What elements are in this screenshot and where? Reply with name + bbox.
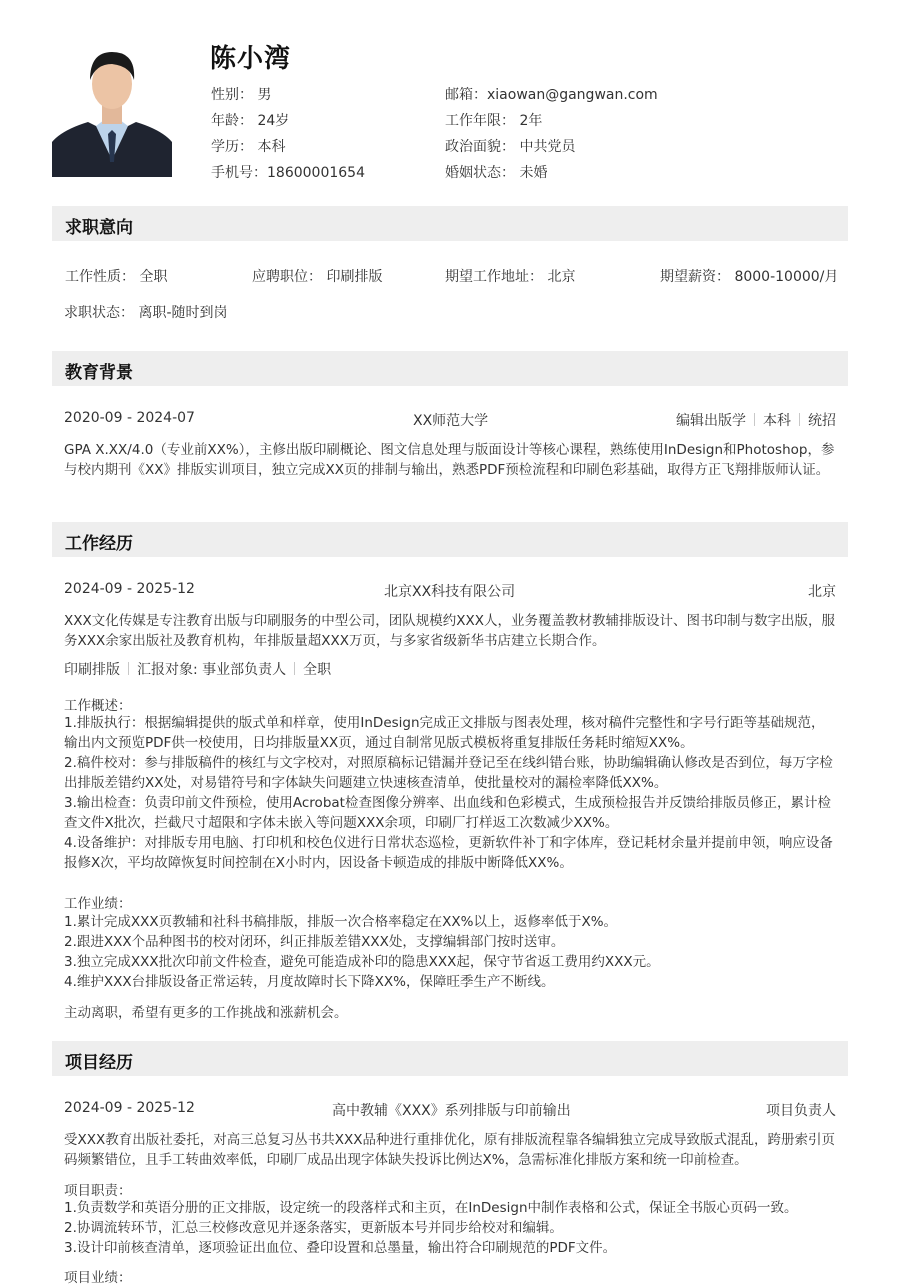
- edu-description: GPA X.XX/4.0（专业前XX%），主修出版印刷概论、图文信息处理与版面设计等核心课程，熟练使用InDesign和Photoshop，参与校内期刊《XX》排版实训项目，独立完成XX页的排制与输出，熟悉PDF预检流程和印刷色彩基础，取得方正飞翔排版师认证。: [64, 442, 835, 478]
- project-date: 2024-09 - 2025-12: [64, 1100, 195, 1116]
- divider: [754, 413, 755, 426]
- work-row: [64, 581, 836, 601]
- list-item: 3.输出检查：负责印前文件预检，使用Acrobat检查图像分辨率、出血线和色彩模式，生成预检报告并反馈给排版员修正，累计检查文件X批次，拦截尺寸超限和字体未嵌入等问题XXX余项，印刷厂打样返工次数减少XX%。: [64, 795, 831, 831]
- project-duties: [64, 1198, 836, 1258]
- candidate-name: 陈小湾: [210, 44, 292, 74]
- work-summary: [64, 713, 836, 873]
- job-status: 求职状态： 离职-随时到岗: [64, 305, 228, 321]
- marital-status: 婚姻状态： 未婚: [445, 165, 548, 181]
- work-date: 2024-09 - 2025-12: [64, 581, 195, 597]
- project-description: 受XXX教育出版社委托，对高三总复习丛书共XXX品种进行重排优化，原有排版流程靠各编辑独立完成导致版式混乱，跨册索引页码频繁错位，且手工转曲效率低，印刷厂成品出现字体缺失投诉比例达X%，急需标准化排版方案和统一印前检查。: [64, 1132, 835, 1168]
- edu-date: 2020-09 - 2024-07: [64, 410, 195, 426]
- section-work: [52, 522, 848, 557]
- work-summary-label: 工作概述：: [64, 698, 132, 714]
- list-item: 4.设备维护：对排版专用电脑、打印机和校色仪进行日常状态巡检，更新软件补丁和字体库，登记耗材余量并提前申领，响应设备报修X次，平均故障恢复时间控制在X小时内，因设备卡顿造成的排版中断降低XX%。: [64, 835, 833, 871]
- project-row: [64, 1100, 836, 1120]
- list-item: 1.负责数学和英语分册的正文排版，设定统一的段落样式和主页，在InDesign中制作表格和公式，保证全书版心页码一致。: [64, 1200, 798, 1216]
- work-city: 北京: [808, 584, 836, 600]
- divider: [294, 662, 295, 675]
- work-report-to: 汇报对象: 事业部负责人: [137, 662, 287, 678]
- divider: [128, 662, 129, 675]
- work-tags: [64, 659, 331, 679]
- edu-enroll-type: 统招: [808, 413, 836, 429]
- divider: [799, 413, 800, 426]
- education-row: [64, 410, 836, 430]
- section-title: 项目经历: [65, 1053, 133, 1073]
- job-position: 应聘职位： 印刷排版: [252, 269, 383, 285]
- gender: 性别： 男: [211, 87, 272, 103]
- list-item: 1.排版执行：根据编辑提供的版式单和样章，使用InDesign完成正文排版与图表处理，核对稿件完整性和字号行距等基础规范，输出内文预览PDF供一校使用，日均排版量XX页，通过自制常见版式模板将重复排版任务耗时缩短XX%。: [64, 715, 825, 751]
- job-type: 工作性质： 全职: [65, 269, 168, 285]
- project-name: 高中教辅《XXX》系列排版与印前输出: [332, 1103, 571, 1119]
- avatar: [52, 42, 172, 177]
- phone: 手机号：18600001654: [211, 165, 365, 181]
- list-item: 4.维护XXX台排版设备正常运转，月度故障时长下降XX%，保障旺季生产不断线。: [64, 974, 555, 990]
- section-intent: [52, 206, 848, 241]
- work-role: 印刷排版: [64, 662, 120, 678]
- work-company: 北京XX科技有限公司: [384, 584, 516, 600]
- section-education: [52, 351, 848, 386]
- leave-reason: 主动离职，希望有更多的工作挑战和涨薪机会。: [64, 1005, 348, 1021]
- education-level: 学历： 本科: [211, 139, 286, 155]
- job-location: 期望工作地址： 北京: [445, 269, 576, 285]
- section-project: [52, 1041, 848, 1076]
- list-item: 2.跟进XXX个品种图书的校对闭环，纠正排版差错XXX处，支撑编辑部门按时送审。: [64, 934, 565, 950]
- salary: 期望薪资： 8000-10000/月: [660, 269, 839, 285]
- list-item: 2.协调流转环节，汇总三校修改意见并逐条落实，更新版本号并同步给校对和编辑。: [64, 1220, 563, 1236]
- political-status: 政治面貌： 中共党员: [445, 139, 576, 155]
- section-title: 教育背景: [65, 363, 133, 383]
- edu-tags: [676, 410, 836, 430]
- company-intro: XXX文化传媒是专注教育出版与印刷服务的中型公司，团队规模约XXX人，业务覆盖教材教辅排版设计、图书印制与数字出版，服务XXX余家出版社及教育机构，年排版量超XXX万页，与多家省级新华书店建立长期合作。: [64, 613, 835, 649]
- edu-degree: 本科: [763, 413, 791, 429]
- project-duty-label: 项目职责：: [64, 1183, 132, 1199]
- work-achievements: [64, 912, 836, 992]
- work-achieve-label: 工作业绩：: [64, 896, 132, 912]
- intent-row: [64, 266, 839, 286]
- edu-major: 编辑出版学: [676, 413, 746, 429]
- email: 邮箱：xiaowan@gangwan.com: [445, 87, 658, 103]
- work-years: 工作年限： 2年: [445, 113, 543, 129]
- work-type: 全职: [303, 662, 332, 678]
- project-role: 项目负责人: [766, 1103, 836, 1119]
- list-item: 3.设计印前核查清单，逐项验证出血位、叠印设置和总墨量，输出符合印刷规范的PDF文件。: [64, 1240, 617, 1256]
- section-title: 求职意向: [65, 218, 133, 238]
- project-perf-label: 项目业绩：: [64, 1270, 132, 1286]
- age: 年龄： 24岁: [211, 113, 290, 129]
- edu-school: XX师范大学: [413, 413, 489, 429]
- list-item: 1.累计完成XXX页教辅和社科书稿排版，排版一次合格率稳定在XX%以上，返修率低于X%。: [64, 914, 618, 930]
- section-title: 工作经历: [65, 534, 133, 554]
- list-item: 3.独立完成XXX批次印前文件检查，避免可能造成补印的隐患XXX起，保守节省返工费用约XXX元。: [64, 954, 660, 970]
- list-item: 2.稿件校对：参与排版稿件的核红与文字校对，对照原稿标记错漏并登记至在线纠错台账，协助编辑确认修改是否到位，每万字检出排版差错约XX处，对易错符号和字体缺失问题建立快速核查清单，使批量校对的漏检率降低XX%。: [64, 755, 833, 791]
